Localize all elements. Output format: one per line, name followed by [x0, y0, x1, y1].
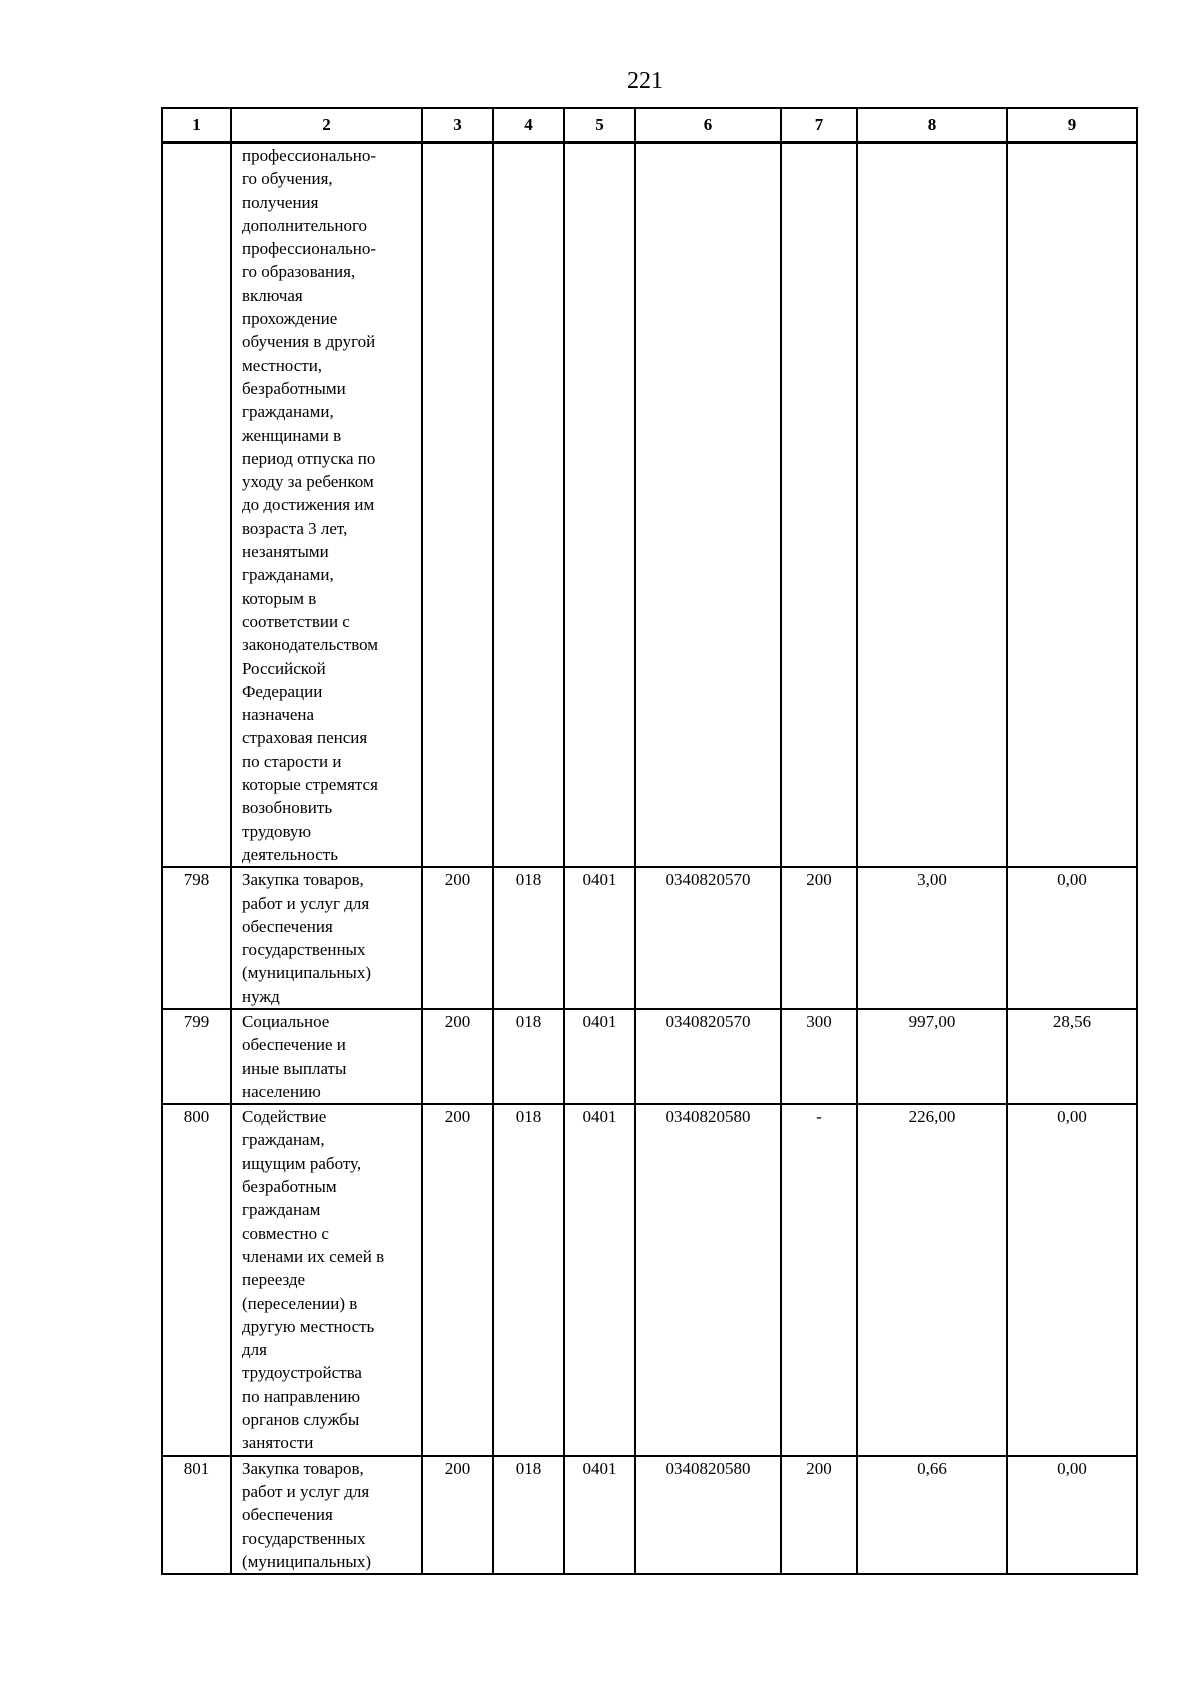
cell-col-6: 0340820570: [635, 867, 781, 1009]
description-line: законодательством: [242, 635, 379, 655]
table-row: [162, 1104, 1137, 1455]
description-line: профессионально-: [242, 239, 377, 259]
description-line: занятости: [242, 1433, 314, 1453]
table-body: [162, 143, 1137, 1575]
cell-col-9: 28,56: [1007, 1009, 1137, 1104]
table-header-row: [162, 108, 1137, 143]
cell-col-6: 0340820580: [635, 1104, 781, 1455]
description-line: женщинами в: [242, 425, 342, 445]
description-line: для: [242, 1340, 267, 1360]
column-header: 7: [781, 108, 857, 143]
description-line: переезде: [242, 1270, 306, 1290]
description-line: включая: [242, 285, 303, 305]
cell-col-8: 3,00: [857, 867, 1007, 1009]
description-line: страховая пенсия: [242, 728, 368, 748]
row-description-cell: [231, 867, 422, 1009]
description-line: гражданами,: [242, 565, 334, 585]
description-line: профессионально-: [242, 146, 377, 165]
description-line: безработным: [242, 1177, 337, 1197]
table-row: [162, 143, 1137, 868]
cell-col-8: [857, 143, 1007, 868]
description-line: Социальное: [242, 1011, 330, 1031]
row-number-cell: 799: [162, 1009, 231, 1104]
description-line: ищущим работу,: [242, 1153, 362, 1173]
description-line: населению: [242, 1081, 321, 1101]
description-line: гражданам,: [242, 1130, 325, 1150]
column-header: 4: [493, 108, 564, 143]
description-line: органов службы: [242, 1410, 360, 1430]
column-header: 5: [564, 108, 635, 143]
row-description-cell: [231, 1009, 422, 1104]
cell-col-7: 200: [781, 867, 857, 1009]
description-line: деятельность: [242, 844, 338, 864]
cell-col-5: [564, 143, 635, 868]
table-row: [162, 867, 1137, 1009]
description-line: государственных: [242, 1528, 366, 1548]
description-line: возобновить: [242, 798, 333, 818]
description-line: дополнительного: [242, 215, 368, 235]
cell-col-3: 200: [422, 867, 493, 1009]
budget-table: [161, 107, 1138, 1575]
row-description-cell: [231, 143, 422, 868]
cell-col-8: 997,00: [857, 1009, 1007, 1104]
column-header: 6: [635, 108, 781, 143]
description-line: гражданам: [242, 1200, 321, 1220]
description-line: (переселении) в: [242, 1293, 358, 1313]
description-line: обеспечения: [242, 916, 333, 936]
description-line: нужд: [242, 986, 280, 1006]
column-header: 3: [422, 108, 493, 143]
description-line: безработными: [242, 378, 346, 398]
description-line: Закупка товаров,: [242, 1458, 364, 1478]
description-line: которые стремятся: [242, 775, 378, 795]
description-line: Федерации: [242, 681, 323, 701]
cell-col-6: 0340820580: [635, 1456, 781, 1574]
description-line: иные выплаты: [242, 1058, 347, 1078]
description-line: Закупка товаров,: [242, 870, 364, 890]
row-description-cell: [231, 1104, 422, 1455]
description-line: государственных: [242, 940, 366, 960]
table-row: [162, 1456, 1137, 1574]
cell-col-9: 0,00: [1007, 867, 1137, 1009]
cell-col-7: [781, 143, 857, 868]
cell-col-4: 018: [493, 1456, 564, 1574]
cell-col-5: 0401: [564, 867, 635, 1009]
description-line: (муниципальных): [242, 1551, 372, 1571]
description-line: до достижения им: [242, 495, 375, 515]
cell-col-4: [493, 143, 564, 868]
description-line: членами их семей в: [242, 1246, 385, 1266]
row-description-cell: [231, 1456, 422, 1574]
description-line: гражданами,: [242, 402, 334, 422]
cell-col-4: 018: [493, 1104, 564, 1455]
description-line: период отпуска по: [242, 448, 376, 468]
description-line: (муниципальных): [242, 963, 372, 983]
column-header: 8: [857, 108, 1007, 143]
description-line: Содействие: [242, 1107, 327, 1127]
column-header: 9: [1007, 108, 1137, 143]
description-line: получения: [242, 192, 319, 212]
page-number: 221: [627, 68, 663, 94]
row-number-cell: 798: [162, 867, 231, 1009]
cell-col-7: -: [781, 1104, 857, 1455]
row-number-cell: 800: [162, 1104, 231, 1455]
row-number-cell: [162, 143, 231, 868]
cell-col-5: 0401: [564, 1456, 635, 1574]
description-line: уходу за ребенком: [242, 472, 374, 492]
cell-col-3: 200: [422, 1009, 493, 1104]
description-line: го обучения,: [242, 169, 333, 189]
description-line: по старости и: [242, 751, 342, 771]
description-line: обучения в другой: [242, 332, 376, 352]
column-header: 1: [162, 108, 231, 143]
description-line: прохождение: [242, 309, 338, 329]
description-line: совместно с: [242, 1223, 329, 1243]
description-line: возраста 3 лет,: [242, 518, 348, 538]
description-line: Российской: [242, 658, 326, 678]
description-line: которым в: [242, 588, 317, 608]
column-header: 2: [231, 108, 422, 143]
description-line: трудоустройства: [242, 1363, 362, 1383]
cell-col-8: 0,66: [857, 1456, 1007, 1574]
row-number-cell: 801: [162, 1456, 231, 1574]
description-line: обеспечение и: [242, 1035, 346, 1055]
cell-col-5: 0401: [564, 1009, 635, 1104]
cell-col-9: 0,00: [1007, 1104, 1137, 1455]
cell-col-6: 0340820570: [635, 1009, 781, 1104]
cell-col-4: 018: [493, 867, 564, 1009]
cell-col-9: 0,00: [1007, 1456, 1137, 1574]
cell-col-3: [422, 143, 493, 868]
description-line: другую местность: [242, 1316, 375, 1336]
description-line: по направлению: [242, 1386, 361, 1406]
description-line: работ и услуг для: [242, 893, 370, 913]
description-line: трудовую: [242, 821, 312, 841]
description-line: назначена: [242, 705, 315, 725]
description-line: местности,: [242, 355, 323, 375]
description-line: обеспечения: [242, 1505, 333, 1525]
cell-col-7: 300: [781, 1009, 857, 1104]
cell-col-8: 226,00: [857, 1104, 1007, 1455]
cell-col-3: 200: [422, 1456, 493, 1574]
cell-col-3: 200: [422, 1104, 493, 1455]
table-row: [162, 1009, 1137, 1104]
cell-col-5: 0401: [564, 1104, 635, 1455]
description-line: незанятыми: [242, 542, 329, 562]
cell-col-9: [1007, 143, 1137, 868]
description-line: работ и услуг для: [242, 1481, 370, 1501]
cell-col-4: 018: [493, 1009, 564, 1104]
description-line: соответствии с: [242, 611, 350, 631]
cell-col-6: [635, 143, 781, 868]
description-line: го образования,: [242, 262, 356, 282]
cell-col-7: 200: [781, 1456, 857, 1574]
